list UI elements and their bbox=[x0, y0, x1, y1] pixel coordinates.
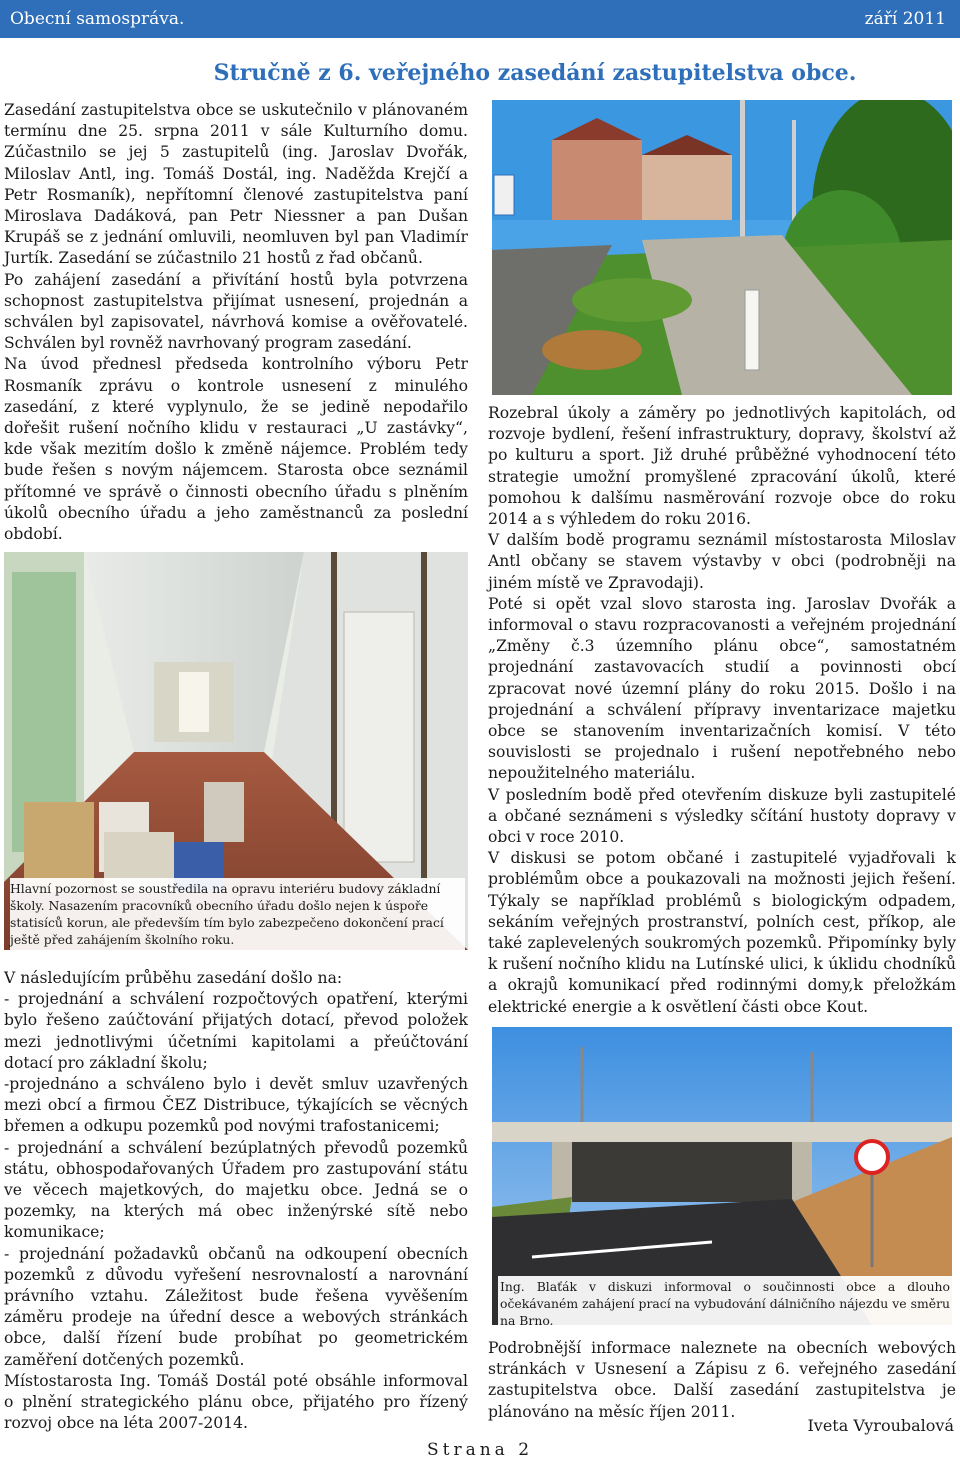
paragraph: V diskusi se potom občané i zastupitelé vyjadřovali k problémům obce a poukazovali na možnosti jejich řešení. Týkaly se například problémů s biologickým odpadem, sekáním veřejných prostranství, polních cest, příkop, ale také zaplevelených soukromých pozemků. Připomínky byly k rušení nočního klidu na Lutínské ulici, k úklidu chodníků a okrajů komunikací před rodinnými domy,k přeložkám elektrické energie a k osvětlení části obce Kout. bbox=[488, 849, 956, 1016]
paragraph: Na úvod přednesl předseda kontrolního výboru Petr Rosmaník zprávu o kontrole usnesení z minulého zasedání, z které vyplynulo, že se jedině nepodařilo dořešit rušení nočního klidu v restauraci „U zastávky“, kde však mezitím došlo k změně nájemce. Problém tedy bude řešen s novým nájemcem. Starosta obce seznámil přítomné ve správě o činnosti obecního úřadu s plněním úkolů obecního úřadu a jeho zaměstnanců za poslední období. bbox=[4, 355, 468, 544]
left-column-top bbox=[4, 100, 468, 545]
paragraph: Místostarosta Ing. Tomáš Dostál poté obsáhle informoval o plnění strategického plánu obce, přijatého pro řízený rozvoj obce na léta 2007-2014. bbox=[4, 1371, 468, 1433]
page-header bbox=[0, 0, 960, 38]
author-signature: Iveta Vyroubalová bbox=[807, 1416, 954, 1435]
paragraph: -projednáno a schváleno bylo i devět smluv uzavřených mezi obcí a firmou ČEZ Distribuce, týkajících se věcných břemen a odkupu pozemků pod novými trafostanicemi; bbox=[4, 1075, 468, 1136]
paragraph: Rozebral úkoly a záměry po jednotlivých kapitolách, od rozvoje bydlení, řešení infrastruktury, dopravy, školství až po kulturu a sport. Již druhé průběžné vyhodnocení této strategie umožní promyšlené zpracování úkolů, které pomohou k dalšímu nasměrování rozvoje obce do roku 2014 a s výhledem do roku 2016. bbox=[488, 404, 956, 529]
paragraph: Zasedání zastupitelstva obce se uskutečnilo v plánovaném termínu dne 25. srpna 2011 v sále Kulturního domu. Zúčastnilo se jej 5 zastupitelů (ing. Jaroslav Dvořák, Miloslav Antl, ing. Tomáš Dostál, ing. Naděžda Krejčí a Petr Rosmaník), nepřítomní členové zastupitelstva paní Miroslava Dadáková, pan Petr Niessner a pan Dušan Krupáš se z jednání omluvili, neomluven byl pan Vladimír Jurtík. Zasedání se zúčastnilo 21 hostů z řad občanů. bbox=[4, 101, 468, 268]
section-name: Obecní samospráva. bbox=[10, 9, 185, 29]
closing-paragraph: Podrobnější informace naleznete na obecních webových stránkách v Usnesení a Zápisu z 6. veřejného zasedání zastupitelstva obce. Další zasedání zastupitelstva je plánováno na měsíc říjen 2011. bbox=[488, 1339, 956, 1421]
street-photo bbox=[492, 100, 952, 395]
paragraph: - projednání požadavků občanů na odkoupení obecních pozemků z důvodu vyřešení nesrovnalostí a narovnání právního vztahu. Záležitost bude řešena vyvěšením záměru prodeje na úřední desce a webových stránkách obce, další řízení bude probíhat po geometrickém zaměření dotčených pozemků. bbox=[4, 1244, 468, 1369]
paragraph: V následujícím průběhu zasedání došlo na: bbox=[4, 969, 343, 987]
bridge-photo-caption: Ing. Blaťák v diskuzi informoval o součinnosti obce a dlouho očekávaném zahájení prací na vybudování dálničního nájezdu ve směru na Brno. bbox=[498, 1276, 952, 1331]
article-title: Stručně z 6. veřejného zasedání zastupitelstva obce. bbox=[213, 60, 857, 86]
paragraph: Po zahájení zasedání a přivítání hostů byla potvrzena schopnost zastupitelstva přijímat usnesení, projednán a schválen byl zapisovatel, návrhová komise a ověřovatelé. Schválen byl rovněž navrhovaný program zasedání. bbox=[4, 270, 468, 353]
page-number: Strana 2 bbox=[426, 1440, 534, 1460]
paragraph: - projednání a schválení rozpočtových opatření, kterými bylo řešeno zaúčtování přijatých dotací, převod položek mezi jednotlivými účetními kapitolami a přeúčtování dotací pro základní školu; bbox=[4, 990, 468, 1072]
right-column-top bbox=[488, 403, 956, 1018]
paragraph: Poté si opět vzal slovo starosta ing. Jaroslav Dvořák a informoval o stavu rozpracovanosti a veřejném projednání „Změny č.3 územního plánu obce“, samostatném projednání zastavovacích studií a povinnosti obcí zpracovat nové územní plány do roku 2015. Došlo i na projednání a schválení přípravy inventarizace majetku obce se stanovením inventarizačních komisí. V této souvislosti se projednalo i rušení nepotřebného nebo nepoužitelného materiálu. bbox=[488, 594, 956, 783]
paragraph: V dalším bodě programu seznámil místostarosta Miloslav Antl občany se stavem výstavby v obci (podrobněji na jiném místě ve Zpravodaji). bbox=[488, 531, 956, 592]
issue-date: září 2011 bbox=[864, 9, 946, 29]
paragraph: V posledním bodě před otevřením diskuze byli zastupitelé a občané seznámeni s výsledky sčítání hustoty dopravy v obci v roce 2010. bbox=[488, 785, 956, 847]
left-column-bottom bbox=[4, 968, 468, 1434]
street-image bbox=[492, 100, 952, 395]
paragraph: - projednání a schválení bezúplatných převodů pozemků státu, obhospodařovaných Úřadem pro zastupování státu ve věcech majetkových, do majetku obce. Jedná se o pozemky, na kterých má obec inženýrské sítě nebo komunikace; bbox=[4, 1138, 468, 1242]
school-photo-caption: Hlavní pozornost se soustředila na opravu interiéru budovy základní školy. Nasazením pracovníků obecního úřadu došlo nejen k úspoře statisíců korun, ale především tím bylo zabezpečeno dokončení prací ještě před zahájením školního roku. bbox=[10, 878, 465, 950]
